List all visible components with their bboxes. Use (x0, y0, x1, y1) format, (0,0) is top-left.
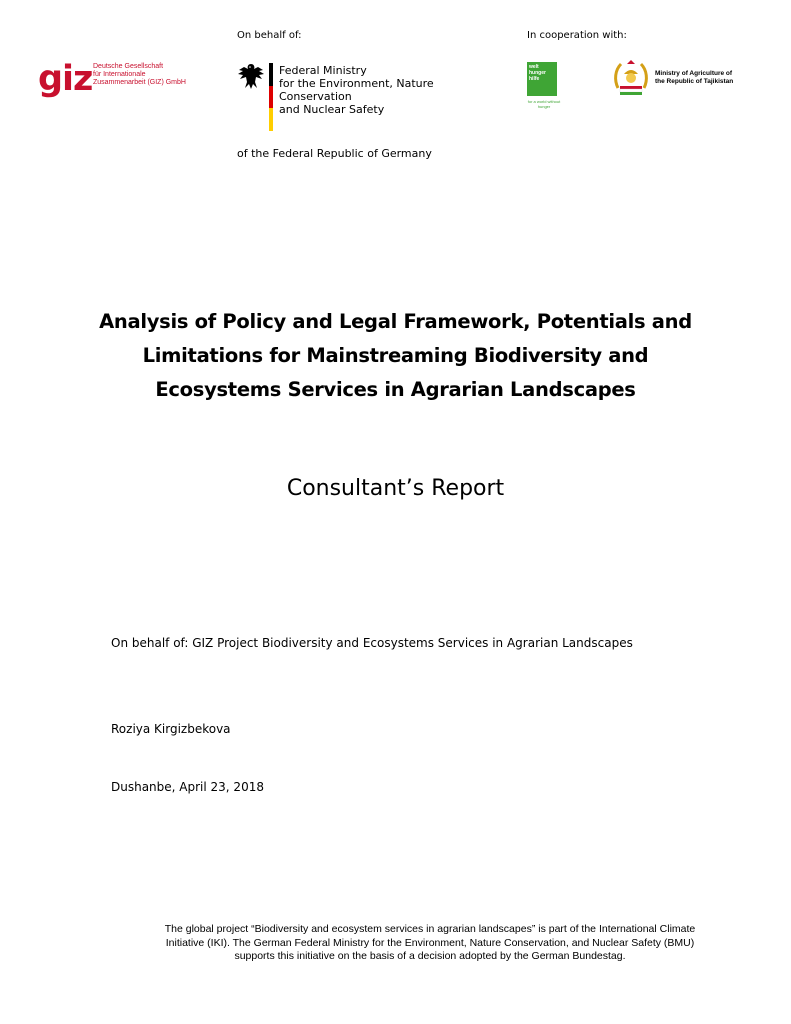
footer-line: The global project “Biodiversity and ecosystem services in agrarian landscapes” is part of the International Climate (164, 923, 696, 935)
tajik-ministry-line: Ministry of Agriculture of (655, 70, 733, 77)
welthungerhilfe-tagline: for a world without hunger (527, 99, 561, 109)
welthungerhilfe-logo: welt hunger hilfe (527, 62, 557, 96)
federal-republic-text: of the Federal Republic of Germany (237, 147, 432, 160)
giz-wordmark: giz (38, 59, 93, 99)
tajik-ministry-line: the Republic of Tajikistan (655, 78, 734, 85)
bmu-name-line: Federal Ministry (279, 64, 367, 77)
footer-line: supports this initiative on the basis of a decision adopted by the German Bundestag. (234, 950, 626, 962)
giz-name-line: für Internationale (93, 71, 146, 78)
author-name: Roziya Kirgizbekova (111, 722, 231, 736)
title-line: Ecosystems Services in Agrarian Landscapes (155, 378, 636, 401)
tajik-ministry-name (655, 70, 733, 86)
footer-note (130, 923, 730, 964)
bmu-name (279, 64, 496, 116)
title-line: Analysis of Policy and Legal Framework, Potentials and (99, 310, 692, 333)
bmu-logo (236, 62, 496, 132)
title-line: Limitations for Mainstreaming Biodiversity and (142, 344, 649, 367)
on-behalf-project: On behalf of: GIZ Project Biodiversity and Ecosystems Services in Agrarian Landscapes (111, 636, 633, 650)
tajikistan-emblem-icon (612, 58, 650, 98)
giz-name-line: Deutsche Gesellschaft (93, 63, 164, 70)
report-title (0, 305, 791, 407)
giz-name (93, 63, 193, 87)
german-flag-bar (269, 63, 273, 131)
giz-logo (38, 60, 188, 100)
bmu-name-line: for the Environment, Nature Conservation (279, 77, 434, 103)
bmu-name-line: and Nuclear Safety (279, 103, 385, 116)
footer-line: Initiative (IKI). The German Federal Ministry for the Environment, Nature Conservation, and Nuclear Safety (BMU) (165, 936, 695, 949)
federal-eagle-icon (236, 62, 266, 90)
report-subtitle: Consultant’s Report (286, 476, 505, 501)
on-behalf-label: On behalf of: (237, 30, 302, 41)
place-date: Dushanbe, April 23, 2018 (111, 780, 264, 794)
giz-name-line: Zusammenarbeit (GIZ) GmbH (93, 79, 186, 86)
cooperation-label: In cooperation with: (527, 30, 627, 41)
